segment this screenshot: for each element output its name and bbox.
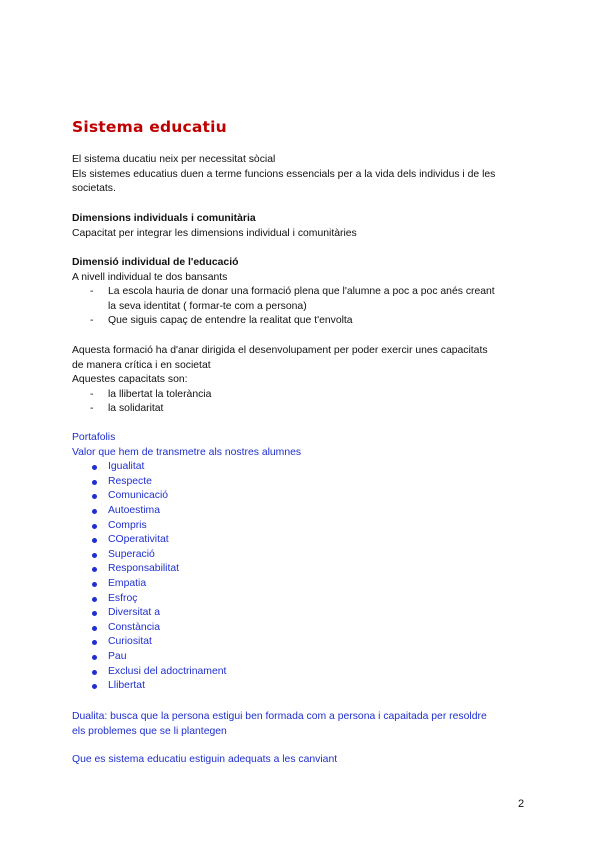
dash-marker: -: [90, 388, 94, 400]
list-item: [72, 285, 532, 314]
list-item: [72, 402, 532, 417]
list-item-line: La escola hauria de donar una formació plena que l'alumne a poc a poc anés creant: [108, 286, 495, 298]
value-label: Pau: [108, 650, 127, 662]
portafolis-subheading: Valor que hem de transmetre als nostres alumnes: [72, 446, 302, 458]
bullet-icon: [92, 509, 97, 514]
value-item: [72, 621, 532, 636]
dash-list: [72, 285, 532, 329]
bullet-icon: [92, 480, 97, 485]
section-text: A nivell individual te dos bansants: [72, 271, 228, 283]
bullet-icon: [92, 524, 97, 529]
bullet-icon: [92, 655, 97, 660]
intro-line: societats.: [72, 183, 116, 195]
value-label: Esfroç: [108, 592, 138, 604]
paragraph-line: els problemes que se li plantegen: [72, 725, 227, 737]
list-item-line: la llibertat la tolerància: [108, 388, 212, 400]
list-item: [72, 314, 532, 329]
value-item: [72, 606, 532, 621]
paragraph-line: Aquestes capacitats son:: [72, 374, 188, 386]
value-label: Responsabilitat: [108, 563, 180, 575]
value-label: Respecte: [108, 475, 152, 487]
intro-line: El sistema ducatiu neix per necessitat sòcial: [72, 154, 276, 165]
bullet-icon: [92, 640, 97, 645]
bullet-icon: [92, 465, 97, 470]
section-portafolis: [72, 431, 532, 694]
bullet-icon: [92, 597, 97, 602]
page-number: 2: [518, 798, 525, 810]
section-individual: [72, 256, 532, 329]
value-item: [72, 519, 532, 534]
value-label: Constància: [108, 621, 160, 633]
section-text: Capacitat per integrar les dimensions individual i comunitàries: [72, 227, 357, 239]
bullet-icon: [92, 567, 97, 572]
section-heading: Dimensió individual de l'educació: [72, 257, 239, 268]
value-label: Igualitat: [108, 461, 145, 473]
value-label: Comunicació: [108, 490, 169, 502]
dash-marker: -: [90, 403, 94, 415]
bullet-icon: [92, 670, 97, 675]
intro-line: Els sistemes educatius duen a terme funcions essencials per a la vida dels individus i de les: [72, 168, 496, 180]
value-item: [72, 504, 532, 519]
bullet-icon: [92, 582, 97, 587]
value-label: Curiositat: [108, 636, 152, 648]
value-item: [72, 533, 532, 548]
value-item: [72, 489, 532, 504]
bullet-icon: [92, 684, 97, 689]
paragraph-line: de manera crítica i en societat: [72, 359, 211, 371]
bullet-icon: [92, 626, 97, 631]
bullet-icon: [92, 553, 97, 558]
section-dimensions: [72, 212, 532, 241]
dash-marker: -: [90, 315, 94, 327]
values-list: [72, 460, 532, 694]
value-label: Compris: [108, 519, 147, 531]
value-item: [72, 475, 532, 490]
paragraph-line: Dualita: busca que la persona estigui ben formada com a persona i capaitada per resoldre: [72, 711, 487, 722]
closing-line: Que es sistema educatiu estiguin adequats a les canviant: [72, 754, 338, 765]
dash-list: [72, 388, 532, 417]
value-item: [72, 650, 532, 665]
dash-marker: -: [90, 286, 94, 298]
list-item-line: la seva identitat ( formar-te com a persona): [108, 300, 307, 312]
paragraph-line: Aquesta formació ha d'anar dirigida el desenvolupament per poder exercir unes capacitats: [72, 345, 488, 356]
value-label: Exclusi del adoctrinament: [108, 665, 227, 677]
value-item: [72, 460, 532, 475]
section-capacities: [72, 344, 532, 417]
value-item: [72, 562, 532, 577]
intro-paragraph: [72, 153, 532, 197]
duality-paragraph: [72, 710, 532, 739]
portafolis-heading: Portafolis: [72, 432, 116, 443]
value-label: COperativitat: [108, 534, 169, 546]
value-item: [72, 577, 532, 592]
value-label: Llibertat: [108, 680, 145, 692]
value-label: Autoestima: [108, 504, 160, 516]
section-heading: Dimensions individuals i comunitària: [72, 213, 256, 224]
list-item-line: Que siguis capaç de entendre la realitat que t'envolta: [108, 315, 353, 327]
value-label: Diversitat a: [108, 607, 160, 619]
value-item: [72, 592, 532, 607]
value-label: Empatia: [108, 577, 147, 589]
page-title: Sistema educatiu: [72, 118, 227, 136]
list-item: [72, 388, 532, 403]
bullet-icon: [92, 494, 97, 499]
list-item-line: la solidaritat: [108, 403, 164, 415]
value-item: [72, 635, 532, 650]
bullet-icon: [92, 538, 97, 543]
value-item: [72, 548, 532, 563]
value-item: [72, 665, 532, 680]
value-item: [72, 679, 532, 694]
bullet-icon: [92, 611, 97, 616]
value-label: Superació: [108, 548, 155, 560]
